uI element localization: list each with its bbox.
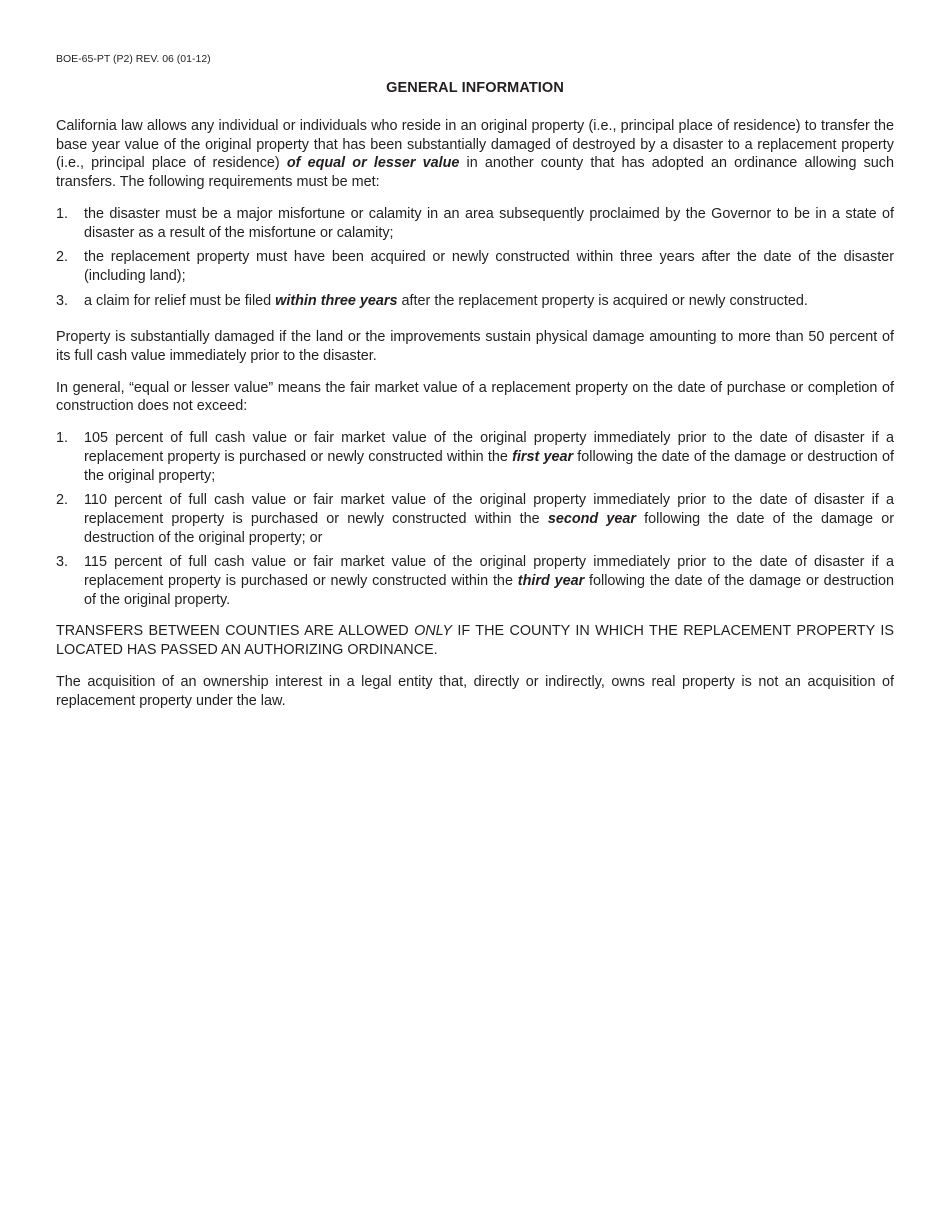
acquisition-paragraph: The acquisition of an ownership interest in a legal entity that, directly or indirectly, owns real property is not an acquisition of replacement property under the law. <box>56 673 894 709</box>
transfers-notice-emphasis: ONLY <box>414 623 452 640</box>
damage-paragraph: Property is substantially damaged if the land or the improvements sustain physical damage amounting to more than 50 percent of its full cash value immediately prior to the disaster. <box>56 329 894 365</box>
equal-value-paragraph: In general, “equal or lesser value” means the fair market value of a replacement property on the date of purchase or completion of construction does not exceed: <box>56 379 894 415</box>
value-limit-item <box>56 553 894 609</box>
value-limit-text-post: following the date of the damage or destruction of the original property; or <box>84 510 894 546</box>
transfers-notice-pre: TRANSFERS BETWEEN COUNTIES ARE ALLOWED <box>56 623 415 640</box>
value-limit-item <box>56 429 894 485</box>
requirement-text-pre: a claim for relief must be filed <box>84 292 276 309</box>
requirements-list <box>56 205 894 311</box>
transfers-notice-post: IF THE COUNTY IN WHICH THE REPLACEMENT PROPERTY IS LOCATED HAS PASSED AN AUTHORIZING ORDINANCE. <box>56 623 894 659</box>
value-limit-text-pre: 105 percent of full cash value or fair market value of the original property immediately prior to the date of disaster if a replacement property is purchased or newly constructed within the <box>84 430 894 465</box>
page-title: GENERAL INFORMATION <box>386 80 564 96</box>
value-limit-emphasis: first year <box>512 448 574 465</box>
list-number: 1. <box>56 430 69 447</box>
value-limit-text-post: following the date of the damage or destruction of the original property. <box>84 573 894 608</box>
value-limit-item <box>56 491 894 547</box>
transfers-notice <box>56 622 894 659</box>
requirement-text-post: after the replacement property is acquired or newly constructed. <box>397 292 808 309</box>
requirement-emphasis: within three years <box>275 292 398 309</box>
requirement-item <box>56 292 894 311</box>
list-number: 1. <box>56 205 69 222</box>
requirement-text: the disaster must be a major misfortune or calamity in an area subsequently proclaimed by the Governor to be in a state of disaster as a result of the misfortune or calamity; <box>84 205 894 241</box>
form-id: BOE-65-PT (P2) REV. 06 (01-12) <box>56 53 211 65</box>
body-content <box>56 117 894 723</box>
value-limit-emphasis: third year <box>517 573 585 590</box>
list-number: 3. <box>56 292 69 309</box>
intro-text-part1: California law allows any individual or individuals who reside in an original property (i.e., principal place of residence) to transfer the base year value of the original property that has been substantially damaged of destroyed by a disaster to a replacement property (i.e., principal place of residence) <box>56 118 894 172</box>
intro-text-part2: in another county that has adopted an ordinance allowing such transfers. The following requirements must be met: <box>56 155 894 191</box>
list-number: 2. <box>56 492 69 509</box>
requirement-text: the replacement property must have been acquired or newly constructed within three years after the date of the disaster (including land); <box>84 249 894 284</box>
value-limit-text-post: following the date of the damage or destruction of the original property; <box>84 448 895 484</box>
list-number: 3. <box>56 554 69 571</box>
value-limit-emphasis: second year <box>547 510 637 527</box>
intro-emphasis: of equal or lesser value <box>286 155 460 172</box>
requirement-item <box>56 205 894 242</box>
list-number: 2. <box>56 249 69 266</box>
intro-paragraph <box>56 117 894 192</box>
requirement-item <box>56 248 894 285</box>
value-limit-text-pre: 110 percent of full cash value or fair market value of the original property immediately prior to the date of disaster if a replacement property is purchased or newly constructed within the <box>84 492 894 527</box>
value-limit-text-pre: 115 percent of full cash value or fair market value of the original property immediately prior to the date of disaster if a replacement property is purchased or newly constructed within the <box>84 554 894 590</box>
value-limits-list <box>56 429 894 609</box>
